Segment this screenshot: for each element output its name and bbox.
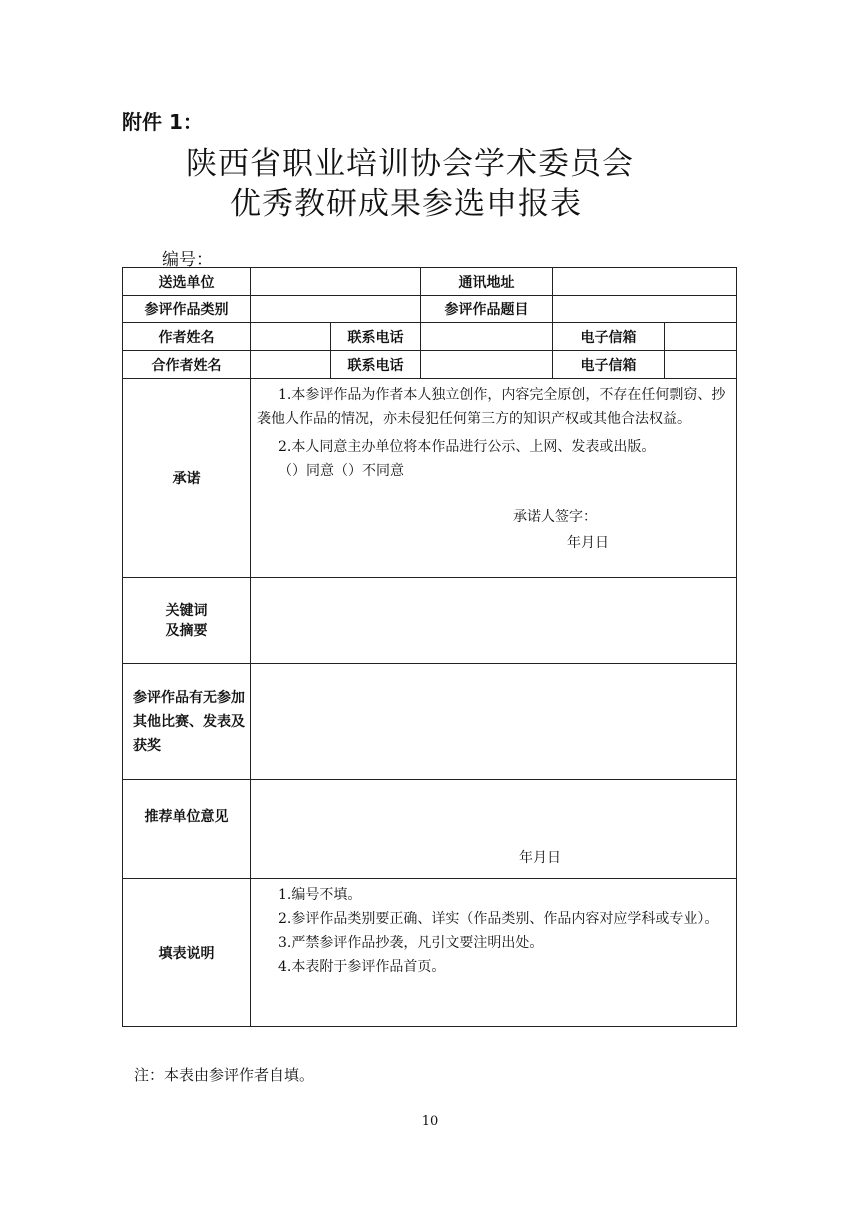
row-notes xyxy=(123,879,737,1027)
submit-unit-label: 送选单位 xyxy=(123,268,251,296)
pledge-label: 承诺 xyxy=(123,379,251,578)
pledge-clause-1: 1.本参评作品为作者本人独立创作，内容完全原创，不存在任何剽窃、抄袭他人作品的情况，亦未侵犯任何第三方的知识产权或其他合法权益。 xyxy=(257,387,726,427)
note-item-2: 2.参评作品类别要正确、详实（作品类别、作品内容对应学科或专业）。 xyxy=(278,911,719,927)
coauthor-name-label: 合作者姓名 xyxy=(123,351,251,379)
row-category xyxy=(123,296,737,323)
other-awards-field[interactable] xyxy=(251,664,737,780)
note-item-3: 3.严禁参评作品抄袭，凡引文要注明出处。 xyxy=(278,935,544,951)
coauthor-phone-label: 联系电话 xyxy=(331,351,421,379)
recommend-date: 年月日 xyxy=(519,850,561,866)
pledge-options[interactable]: （）同意（）不同意 xyxy=(278,463,404,479)
coauthor-email-field[interactable] xyxy=(665,351,737,379)
document-title-line1: 陕西省职业培训协会学术委员会 xyxy=(186,146,634,182)
page-number: 10 xyxy=(421,1114,439,1129)
category-label: 参评作品类别 xyxy=(123,296,251,323)
row-submit-unit xyxy=(123,268,737,296)
author-name-label: 作者姓名 xyxy=(123,323,251,351)
coauthor-email-label: 电子信箱 xyxy=(553,351,665,379)
footer-note: 注：本表由参评作者自填。 xyxy=(134,1066,315,1084)
application-form-table xyxy=(122,267,737,1027)
row-pledge xyxy=(123,379,737,578)
pledge-signature-label: 承诺人签字： xyxy=(513,509,597,525)
other-awards-label: 参评作品有无参加其他比赛、发表及获奖 xyxy=(123,664,251,780)
document-title-line2: 优秀教研成果参选申报表 xyxy=(230,186,582,222)
pledge-clause-2: 2.本人同意主办单位将本作品进行公示、上网、发表或出版。 xyxy=(278,439,656,455)
coauthor-phone-field[interactable] xyxy=(421,351,553,379)
author-name-field[interactable] xyxy=(251,323,331,351)
row-keywords xyxy=(123,578,737,664)
author-email-label: 电子信箱 xyxy=(553,323,665,351)
attachment-label: 附件 1： xyxy=(122,110,203,134)
work-title-field[interactable] xyxy=(553,296,737,323)
note-item-1: 1.编号不填。 xyxy=(278,887,362,903)
notes-label: 填表说明 xyxy=(123,879,251,1027)
row-recommend xyxy=(123,780,737,879)
keywords-label xyxy=(123,578,251,664)
note-item-4: 4.本表附于参评作品首页。 xyxy=(278,959,446,975)
serial-number-label: 编号： xyxy=(162,250,213,270)
keywords-field[interactable] xyxy=(251,578,737,664)
work-title-label: 参评作品题目 xyxy=(421,296,553,323)
recommend-field[interactable] xyxy=(251,780,737,879)
notes-content xyxy=(251,879,737,1027)
category-field[interactable] xyxy=(251,296,421,323)
row-author xyxy=(123,323,737,351)
author-phone-label: 联系电话 xyxy=(331,323,421,351)
address-label: 通讯地址 xyxy=(421,268,553,296)
recommend-label: 推荐单位意见 xyxy=(123,780,251,879)
keywords-label-line1: 关键词 xyxy=(165,602,208,619)
author-phone-field[interactable] xyxy=(421,323,553,351)
author-email-field[interactable] xyxy=(665,323,737,351)
coauthor-name-field[interactable] xyxy=(251,351,331,379)
row-coauthor xyxy=(123,351,737,379)
pledge-content xyxy=(251,379,737,578)
address-field[interactable] xyxy=(553,268,737,296)
pledge-date: 年月日 xyxy=(567,535,609,551)
keywords-label-line2: 及摘要 xyxy=(165,622,208,639)
row-other-awards xyxy=(123,664,737,780)
submit-unit-field[interactable] xyxy=(251,268,421,296)
